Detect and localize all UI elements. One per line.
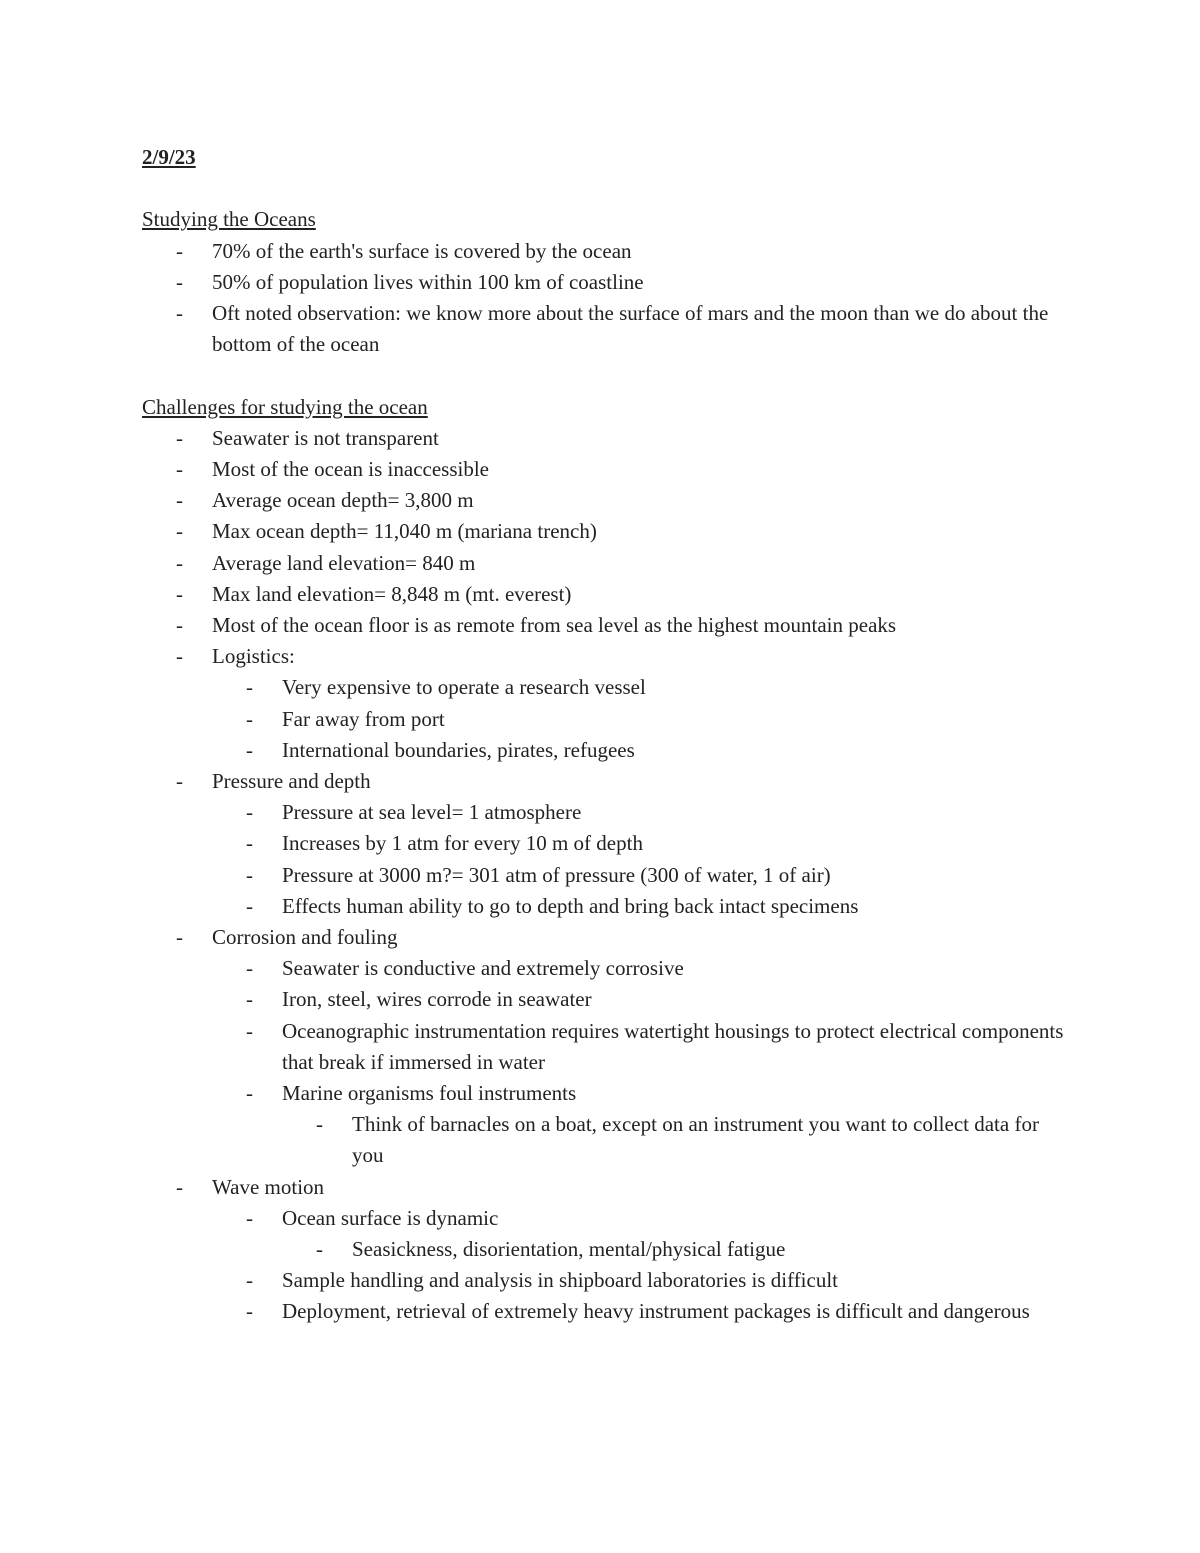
list-item-text: Pressure at sea level= 1 atmosphere [282,800,582,825]
dash-bullet-icon: - [176,644,183,669]
list-item-text: Average land elevation= 840 m [212,550,476,575]
dash-bullet-icon: - [246,1268,253,1293]
section-studying-oceans [142,204,1072,360]
nested-bullet-list [142,953,1072,1171]
list-item-text: Oft noted observation: we know more about the surface of mars and the moon than we do about the bottom of the ocean [212,300,1049,357]
list-item-text: Think of barnacles on a boat, except on an instrument you want to collect data for you [352,1112,1039,1168]
dash-bullet-icon: - [176,612,183,637]
dash-bullet-icon: - [246,1299,253,1324]
list-item-text: Increases by 1 atm for every 10 m of depth [282,831,643,856]
dash-bullet-icon: - [246,956,253,981]
list-item-text: Far away from port [282,706,445,731]
list-item [142,267,1072,298]
list-item [142,641,1072,766]
dash-bullet-icon: - [246,862,253,887]
list-item [142,984,1072,1015]
list-item-text: Ocean surface is dynamic [282,1205,499,1230]
list-item-text: Seawater is not transparent [212,425,439,450]
dash-bullet-icon: - [176,581,183,606]
list-item-text: Max ocean depth= 11,040 m (mariana trench) [212,519,597,544]
dash-bullet-icon: - [316,1112,323,1137]
list-item [142,579,1072,610]
list-item-text: Very expensive to operate a research vessel [282,675,646,700]
document-content [142,142,1072,1328]
dash-bullet-icon: - [176,550,183,575]
list-item-text: 50% of population lives within 100 km of coastline [212,269,644,294]
list-item-text: Iron, steel, wires corrode in seawater [282,987,592,1012]
list-item [142,1234,1072,1265]
list-item [142,953,1072,984]
dash-bullet-icon: - [246,831,253,856]
list-item [142,1109,1072,1171]
blank-line [142,360,1072,391]
list-item [142,1265,1072,1296]
list-item-text: Average ocean depth= 3,800 m [212,488,474,513]
list-item-text: Oceanographic instrumentation requires watertight housings to protect electrical components that break if immersed in water [282,1018,1064,1074]
list-item [142,891,1072,922]
section-heading: Studying the Oceans [142,207,316,232]
dash-bullet-icon: - [246,706,253,731]
list-item-text: Most of the ocean is inaccessible [212,456,489,481]
list-item-text: Deployment, retrieval of extremely heavy instrument packages is difficult and dangerous [282,1299,1030,1324]
list-item-text: Marine organisms foul instruments [282,1081,577,1106]
nested-bullet-list [142,672,1072,766]
list-item [142,548,1072,579]
dash-bullet-icon: - [246,737,253,762]
list-item-text: Logistics: [212,644,295,669]
dash-bullet-icon: - [176,238,183,263]
dash-bullet-icon: - [246,893,253,918]
dash-bullet-icon: - [176,488,183,513]
list-item-text: Seawater is conductive and extremely corrosive [282,956,684,981]
list-item-text: Most of the ocean floor is as remote from sea level as the highest mountain peaks [212,612,897,637]
dash-bullet-icon: - [246,1018,253,1043]
list-item-text: International boundaries, pirates, refugees [282,737,635,762]
dash-bullet-icon: - [316,1237,323,1262]
list-item-text: Max land elevation= 8,848 m (mt. everest) [212,581,572,606]
bullet-list [142,236,1072,361]
list-item [142,236,1072,267]
list-item [142,735,1072,766]
dash-bullet-icon: - [176,456,183,481]
list-item-text: Seasickness, disorientation, mental/physical fatigue [352,1237,786,1262]
list-item [142,922,1072,1172]
bullet-list [142,423,1072,1328]
section-heading: Challenges for studying the ocean [142,394,428,419]
list-item [142,1172,1072,1328]
dash-bullet-icon: - [176,519,183,544]
list-item [142,516,1072,547]
list-item [142,1016,1072,1078]
list-item [142,454,1072,485]
list-item-text: Wave motion [212,1174,325,1199]
dash-bullet-icon: - [176,269,183,294]
dash-bullet-icon: - [176,300,183,325]
dash-bullet-icon: - [246,987,253,1012]
list-item-text: Effects human ability to go to depth and bring back intact specimens [282,893,859,918]
dash-bullet-icon: - [176,925,183,949]
nested-bullet-list [142,797,1072,922]
list-item-text: 70% of the earth's surface is covered by the ocean [212,238,632,263]
list-item [142,1078,1072,1172]
list-item [142,485,1072,516]
list-item [142,766,1072,922]
list-item [142,828,1072,859]
nested-bullet-list [142,1203,1072,1328]
dash-bullet-icon: - [176,1174,183,1199]
section-challenges [142,392,1072,1328]
dash-bullet-icon: - [176,768,183,793]
list-item [142,1296,1072,1327]
dash-bullet-icon: - [246,1081,253,1106]
list-item [142,672,1072,703]
list-item [142,423,1072,454]
list-item-text: Pressure at 3000 m?= 301 atm of pressure (300 of water, 1 of air) [282,862,831,887]
list-item-text: Pressure and depth [212,768,371,793]
list-item [142,298,1072,360]
list-item [142,704,1072,735]
list-item [142,797,1072,828]
list-item [142,610,1072,641]
list-item [142,860,1072,891]
dash-bullet-icon: - [246,675,253,700]
nested-bullet-list [142,1234,1072,1265]
note-date: 2/9/23 [142,145,196,169]
list-item-text: Corrosion and fouling [212,925,398,949]
dash-bullet-icon: - [246,1205,253,1230]
dash-bullet-icon: - [176,425,183,450]
blank-line [142,173,1072,204]
list-item [142,1203,1072,1265]
list-item-text: Sample handling and analysis in shipboard laboratories is difficult [282,1268,839,1293]
dash-bullet-icon: - [246,800,253,825]
nested-bullet-list [142,1109,1072,1171]
